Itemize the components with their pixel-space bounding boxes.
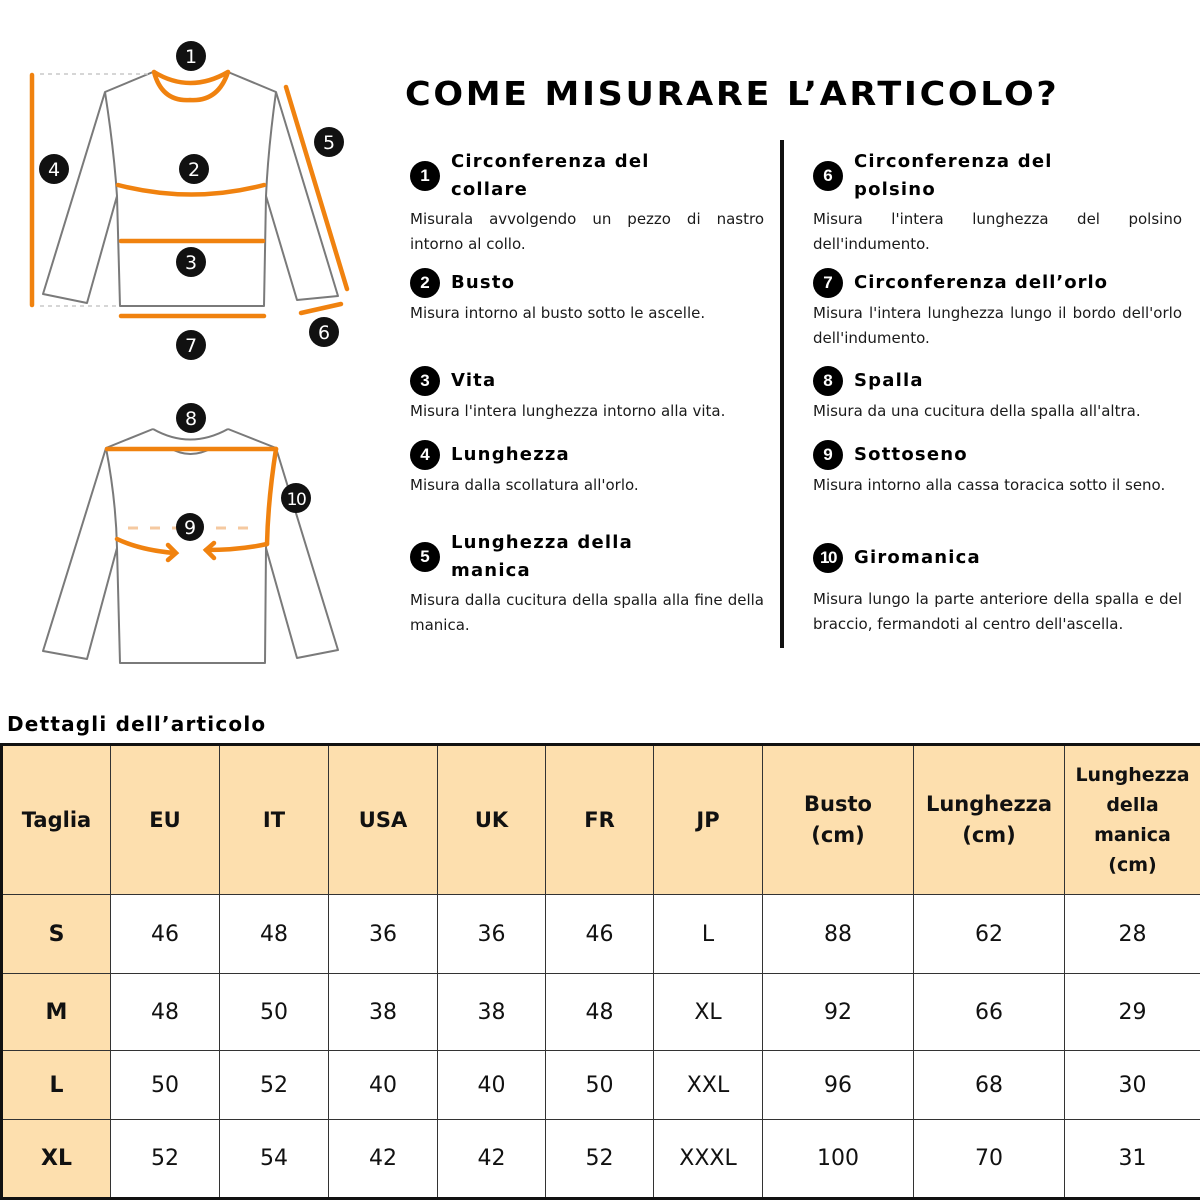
cell-manica: 31 (1065, 1120, 1200, 1199)
measure-description: Misura lungo la parte anteriore della spalla e del braccio, fermandoti al centro dell'ascella. (813, 590, 1182, 633)
page-title: COME MISURARE L’ARTICOLO? (405, 74, 1060, 113)
cell-fr: 48 (546, 974, 654, 1051)
header-fr: FR (546, 745, 654, 895)
header-busto-unit: (cm) (811, 823, 865, 847)
number-2-icon: 2 (410, 268, 440, 298)
measure-description: Misura intorno al busto sotto le ascelle. (410, 304, 706, 322)
sleeve-length-line (286, 87, 347, 289)
cell-eu: 52 (111, 1120, 220, 1199)
collar-line-outer (154, 72, 228, 83)
back-garment-outline (43, 429, 338, 663)
cell-eu: 48 (111, 974, 220, 1051)
header-manica-line-3: manica (1094, 824, 1171, 846)
cell-jp: XXXL (654, 1120, 763, 1199)
cell-size: S (2, 895, 111, 974)
svg-text:9: 9 (183, 517, 197, 539)
cell-uk: 36 (438, 895, 546, 974)
marker-7 (176, 330, 206, 360)
cell-usa: 38 (329, 974, 438, 1051)
measure-item-shoulder (813, 366, 1182, 424)
header-jp: JP (654, 745, 763, 895)
cell-usa: 36 (329, 895, 438, 974)
measure-description: Misura intorno alla cassa toracica sotto il seno. (813, 476, 1166, 494)
number-3-icon: 3 (410, 366, 440, 396)
header-lunghezza-line: Lunghezza (925, 792, 1053, 816)
header-uk: UK (438, 745, 546, 895)
measure-label: Spalla (854, 370, 924, 391)
cell-jp: XL (654, 974, 763, 1051)
number-4-icon: 4 (410, 440, 440, 470)
header-taglia: Taglia (2, 745, 111, 895)
table-row-s (2, 895, 1200, 974)
table-row-xl (2, 1120, 1200, 1199)
measure-description: Misura l'intera lunghezza lungo il bordo dell'orlo dell'indumento. (813, 304, 1182, 347)
header-lunghezza (914, 745, 1065, 895)
cell-lunghezza: 66 (914, 974, 1065, 1051)
cell-fr: 46 (546, 895, 654, 974)
number-10-icon: 10 (813, 543, 843, 573)
header-usa: USA (329, 745, 438, 895)
header-eu: EU (111, 745, 220, 895)
svg-text:2: 2 (187, 159, 201, 181)
measure-label: Circonferenza dell’orlo (854, 272, 1108, 293)
cell-uk: 40 (438, 1051, 546, 1120)
number-5-icon: 5 (410, 542, 440, 572)
measure-description: Misurala avvolgendo un pezzo di nastro intorno al collo. (410, 210, 764, 253)
cell-jp: L (654, 895, 763, 974)
cell-usa: 40 (329, 1051, 438, 1120)
marker-10 (281, 483, 311, 513)
measure-item-collar (410, 148, 764, 256)
svg-text:5: 5 (322, 132, 336, 154)
header-lunghezza-manica (1065, 745, 1200, 895)
measure-item-bust (410, 268, 764, 326)
measure-item-armhole (813, 543, 1182, 636)
marker-2 (179, 154, 209, 184)
cell-it: 54 (220, 1120, 329, 1199)
cell-manica: 29 (1065, 974, 1200, 1051)
cell-busto: 88 (763, 895, 914, 974)
cell-lunghezza: 68 (914, 1051, 1065, 1120)
number-7-icon: 7 (813, 268, 843, 298)
cell-it: 50 (220, 974, 329, 1051)
marker-1 (176, 41, 206, 71)
number-6-icon: 6 (813, 161, 843, 191)
cell-lunghezza: 70 (914, 1120, 1065, 1199)
svg-text:8: 8 (184, 408, 198, 430)
cell-size: XL (2, 1120, 111, 1199)
header-it: IT (220, 745, 329, 895)
armhole-line (267, 449, 276, 544)
svg-text:4: 4 (47, 159, 61, 181)
cell-uk: 42 (438, 1120, 546, 1199)
header-busto (763, 745, 914, 895)
table-header-row (2, 745, 1200, 895)
size-table (0, 743, 1200, 1200)
number-9-icon: 9 (813, 440, 843, 470)
underbust-arrow-left (117, 539, 174, 553)
cuff-line (301, 304, 341, 313)
svg-text:10: 10 (286, 490, 306, 510)
bust-line (118, 185, 264, 195)
measure-item-waist (410, 366, 764, 424)
cell-usa: 42 (329, 1120, 438, 1199)
measure-item-length (410, 440, 764, 498)
cell-manica: 28 (1065, 895, 1200, 974)
svg-text:7: 7 (184, 335, 198, 357)
measure-label: Lunghezza della manica (451, 532, 633, 581)
measure-label: Circonferenza del polsino (854, 151, 1053, 200)
measure-item-underbust (813, 440, 1182, 498)
measurement-diagram (0, 0, 390, 690)
cell-eu: 50 (111, 1051, 220, 1120)
measure-description: Misura da una cucitura della spalla all'altra. (813, 402, 1141, 420)
header-manica-line-2: della (1106, 794, 1159, 816)
measure-item-sleeve-length (410, 529, 764, 637)
cell-busto: 96 (763, 1051, 914, 1120)
table-title: Dettagli dell’articolo (7, 712, 267, 736)
number-8-icon: 8 (813, 366, 843, 396)
header-manica-line-4: (cm) (1108, 854, 1157, 876)
table-row-m (2, 974, 1200, 1051)
measure-label: Sottoseno (854, 444, 968, 465)
svg-text:1: 1 (184, 46, 198, 68)
measure-description: Misura dalla scollatura all'orlo. (410, 476, 639, 494)
measure-label: Circonferenza del collare (451, 151, 650, 200)
number-1-icon: 1 (410, 161, 440, 191)
svg-text:6: 6 (317, 322, 331, 344)
cell-size: L (2, 1051, 111, 1120)
garment-illustration (0, 0, 390, 690)
marker-8 (176, 403, 206, 433)
cell-uk: 38 (438, 974, 546, 1051)
column-divider (780, 140, 784, 648)
measure-label: Lunghezza (451, 444, 570, 465)
marker-4 (39, 154, 69, 184)
header-busto-line: Busto (804, 792, 872, 816)
header-lunghezza-unit: (cm) (962, 823, 1016, 847)
cell-busto: 92 (763, 974, 914, 1051)
cell-it: 52 (220, 1051, 329, 1120)
cell-eu: 46 (111, 895, 220, 974)
cell-fr: 50 (546, 1051, 654, 1120)
cell-lunghezza: 62 (914, 895, 1065, 974)
measure-item-hem (813, 268, 1182, 350)
measure-description: Misura dalla cucitura della spalla alla fine della manica. (410, 591, 764, 634)
cell-manica: 30 (1065, 1051, 1200, 1120)
cell-busto: 100 (763, 1120, 914, 1199)
cell-size: M (2, 974, 111, 1051)
marker-3 (176, 247, 206, 277)
table-row-l (2, 1051, 1200, 1120)
cell-fr: 52 (546, 1120, 654, 1199)
marker-9 (176, 513, 204, 541)
marker-5 (314, 127, 344, 157)
measure-description: Misura l'intera lunghezza del polsino dell'indumento. (813, 210, 1182, 253)
measure-label: Busto (451, 272, 516, 293)
measure-label: Vita (451, 370, 497, 391)
svg-text:3: 3 (184, 252, 198, 274)
measure-label: Giromanica (854, 547, 981, 568)
measure-item-cuff (813, 148, 1182, 256)
header-manica-line-1: Lunghezza (1075, 764, 1190, 786)
cell-jp: XXL (654, 1051, 763, 1120)
measure-description: Misura l'intera lunghezza intorno alla vita. (410, 402, 726, 420)
cell-it: 48 (220, 895, 329, 974)
marker-6 (309, 317, 339, 347)
